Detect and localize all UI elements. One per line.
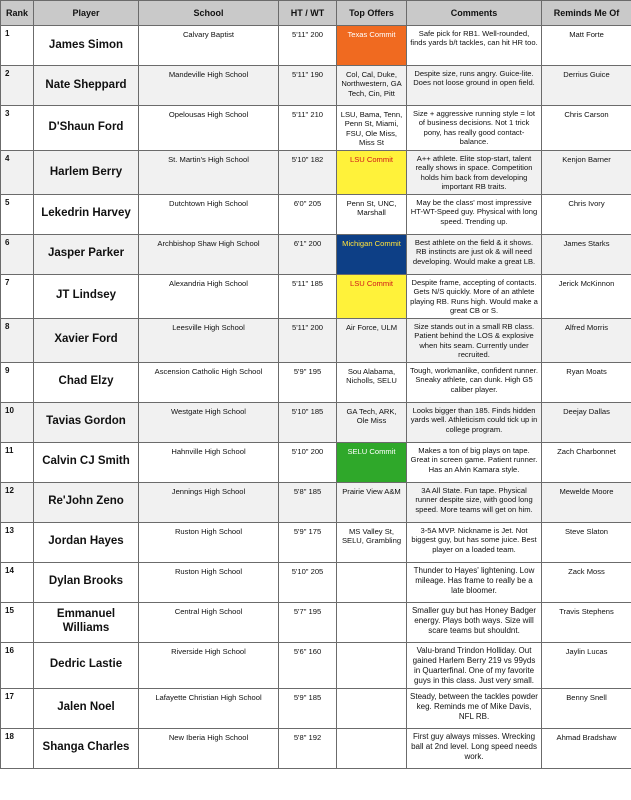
reminds-me-of: Zach Charbonnet xyxy=(542,442,631,482)
school-name: Jennings High School xyxy=(139,482,279,522)
top-offers: GA Tech, ARK, Ole Miss xyxy=(337,402,407,442)
player-name: Dedric Lastie xyxy=(34,642,139,688)
rank-cell: 3 xyxy=(1,106,34,151)
comments-cell: A++ athlete. Elite stop-start, talent really shows in space. Competition holds him back from developing important RB traits. xyxy=(407,150,542,194)
comments-cell: First guy always misses. Wrecking ball at 2nd level. Long speed needs work. xyxy=(407,728,542,768)
table-row xyxy=(1,482,631,522)
reminds-me-of: Deejay Dallas xyxy=(542,402,631,442)
school-name: Ascension Catholic High School xyxy=(139,362,279,402)
top-offers: LSU, Bama, Tenn, Penn St, Miami, FSU, Ole Miss, Miss St xyxy=(337,106,407,151)
player-name: Jalen Noel xyxy=(34,688,139,728)
height-weight: 5'9" 195 xyxy=(279,362,337,402)
height-weight: 5'11" 190 xyxy=(279,66,337,106)
rank-cell: 14 xyxy=(1,562,34,602)
top-offers: Sou Alabama, Nicholls, SELU xyxy=(337,362,407,402)
reminds-me-of: James Starks xyxy=(542,234,631,274)
table-row xyxy=(1,602,631,642)
table-row xyxy=(1,150,631,194)
player-name: Chad Elzy xyxy=(34,362,139,402)
school-name: Alexandria High School xyxy=(139,274,279,318)
player-name: Shanga Charles xyxy=(34,728,139,768)
comments-cell: Steady, between the tackles powder keg. Reminds me of Mike Davis, NFL RB. xyxy=(407,688,542,728)
height-weight: 5'8" 192 xyxy=(279,728,337,768)
rank-cell: 11 xyxy=(1,442,34,482)
school-name: Leesville High School xyxy=(139,318,279,362)
reminds-me-of: Chris Ivory xyxy=(542,194,631,234)
player-name: Re'John Zeno xyxy=(34,482,139,522)
school-name: Central High School xyxy=(139,602,279,642)
player-name: JT Lindsey xyxy=(34,274,139,318)
table-row xyxy=(1,26,631,66)
table-row xyxy=(1,234,631,274)
comments-cell: Size + aggressive running style = lot of business decisions. Not 1 trick pony, has really good contact-balance. xyxy=(407,106,542,151)
table-row xyxy=(1,318,631,362)
comments-cell: Size stands out in a small RB class. Patient behind the LOS & explosive when hits seam. Currently under recruited. xyxy=(407,318,542,362)
reminds-me-of: Zack Moss xyxy=(542,562,631,602)
table-row xyxy=(1,274,631,318)
reminds-me-of: Chris Carson xyxy=(542,106,631,151)
player-name: Harlem Berry xyxy=(34,150,139,194)
rank-cell: 2 xyxy=(1,66,34,106)
school-name: Ruston High School xyxy=(139,522,279,562)
height-weight: 5'11" 210 xyxy=(279,106,337,151)
commit-badge: Michigan Commit xyxy=(337,234,407,274)
comments-cell: Despite size, runs angry. Guice-lite. Does not loose ground in open field. xyxy=(407,66,542,106)
reminds-me-of: Kenjon Barner xyxy=(542,150,631,194)
height-weight: 5'10" 182 xyxy=(279,150,337,194)
reminds-me-of: Steve Slaton xyxy=(542,522,631,562)
height-weight: 5'10" 185 xyxy=(279,402,337,442)
reminds-me-of: Mewelde Moore xyxy=(542,482,631,522)
reminds-me-of: Jaylin Lucas xyxy=(542,642,631,688)
top-offers xyxy=(337,728,407,768)
header-offers: Top Offers xyxy=(337,1,407,26)
comments-cell: Thunder to Hayes' lightening. Low mileage. Has frame to really be a late bloomer. xyxy=(407,562,542,602)
table-row xyxy=(1,66,631,106)
top-offers xyxy=(337,562,407,602)
player-name: Tavias Gordon xyxy=(34,402,139,442)
rank-cell: 1 xyxy=(1,26,34,66)
top-offers: Prairie View A&M xyxy=(337,482,407,522)
rank-cell: 6 xyxy=(1,234,34,274)
rank-cell: 17 xyxy=(1,688,34,728)
table-row xyxy=(1,402,631,442)
player-name: Lekedrin Harvey xyxy=(34,194,139,234)
top-offers: Penn St, UNC, Marshall xyxy=(337,194,407,234)
comments-cell: Despite frame, accepting of contacts. Gets N/S quickly. More of an athlete playing RB. Runs high. Would make a great CB or S. xyxy=(407,274,542,318)
player-name: Xavier Ford xyxy=(34,318,139,362)
comments-cell: Valu-brand Trindon Holliday. Out gained Harlem Berry 219 vs 99yds in Quarterfinal. One of my favorite guys in this class. Just very small. xyxy=(407,642,542,688)
school-name: Mandeville High School xyxy=(139,66,279,106)
school-name: Lafayette Christian High School xyxy=(139,688,279,728)
comments-cell: Best athlete on the field & it shows. RB instincts are just ok & will need developing. Would make a great LB. xyxy=(407,234,542,274)
school-name: Calvary Baptist xyxy=(139,26,279,66)
top-offers xyxy=(337,688,407,728)
table-row xyxy=(1,562,631,602)
comments-cell: Tough, workmanlike, confident runner. Sneaky athlete, can dunk. High G5 caliber player. xyxy=(407,362,542,402)
school-name: St. Martin's High School xyxy=(139,150,279,194)
school-name: Hahnville High School xyxy=(139,442,279,482)
school-name: New Iberia High School xyxy=(139,728,279,768)
comments-cell: Safe pick for RB1. Well-rounded, finds yards b/t tackles, can hit HR too. xyxy=(407,26,542,66)
school-name: Westgate High School xyxy=(139,402,279,442)
header-rank: Rank xyxy=(1,1,34,26)
table-body xyxy=(1,26,631,769)
school-name: Opelousas High School xyxy=(139,106,279,151)
height-weight: 5'9" 185 xyxy=(279,688,337,728)
rank-cell: 10 xyxy=(1,402,34,442)
height-weight: 5'9" 175 xyxy=(279,522,337,562)
rank-cell: 7 xyxy=(1,274,34,318)
player-name: James Simon xyxy=(34,26,139,66)
rank-cell: 16 xyxy=(1,642,34,688)
height-weight: 5'11" 200 xyxy=(279,318,337,362)
rank-cell: 5 xyxy=(1,194,34,234)
rank-cell: 13 xyxy=(1,522,34,562)
comments-cell: May be the class' most impressive HT-WT-Speed guy. Physical with long speed. Trending up. xyxy=(407,194,542,234)
header-player: Player xyxy=(34,1,139,26)
comments-cell: Looks bigger than 185. Finds hidden yards well. Athleticism could tick up in college program. xyxy=(407,402,542,442)
rank-cell: 4 xyxy=(1,150,34,194)
school-name: Dutchtown High School xyxy=(139,194,279,234)
rank-cell: 9 xyxy=(1,362,34,402)
player-name: Dylan Brooks xyxy=(34,562,139,602)
player-name: Calvin CJ Smith xyxy=(34,442,139,482)
top-offers xyxy=(337,602,407,642)
commit-badge: Texas Commit xyxy=(337,26,407,66)
table-row xyxy=(1,106,631,151)
table-row xyxy=(1,442,631,482)
school-name: Ruston High School xyxy=(139,562,279,602)
comments-cell: Makes a ton of big plays on tape. Great in screen game. Patient runner. Has an Alvin Kamara style. xyxy=(407,442,542,482)
player-name: Jordan Hayes xyxy=(34,522,139,562)
height-weight: 5'10" 200 xyxy=(279,442,337,482)
reminds-me-of: Derrius Guice xyxy=(542,66,631,106)
commit-badge: LSU Commit xyxy=(337,150,407,194)
header-reminds: Reminds Me Of xyxy=(542,1,631,26)
player-name: Emmanuel Williams xyxy=(34,602,139,642)
height-weight: 6'1" 200 xyxy=(279,234,337,274)
comments-cell: 3A All State. Fun tape. Physical runner despite size, with good long speed. More teams will get on him. xyxy=(407,482,542,522)
height-weight: 5'11" 200 xyxy=(279,26,337,66)
header-row xyxy=(1,1,631,26)
header-htwt: HT / WT xyxy=(279,1,337,26)
player-name: D'Shaun Ford xyxy=(34,106,139,151)
reminds-me-of: Ahmad Bradshaw xyxy=(542,728,631,768)
rank-cell: 12 xyxy=(1,482,34,522)
top-offers xyxy=(337,642,407,688)
height-weight: 6'0" 205 xyxy=(279,194,337,234)
top-offers: Col, Cal, Duke, Northwestern, GA Tech, Cin, Pitt xyxy=(337,66,407,106)
height-weight: 5'8" 185 xyxy=(279,482,337,522)
player-name: Jasper Parker xyxy=(34,234,139,274)
reminds-me-of: Jerick McKinnon xyxy=(542,274,631,318)
table-row xyxy=(1,362,631,402)
commit-badge: LSU Commit xyxy=(337,274,407,318)
height-weight: 5'6" 160 xyxy=(279,642,337,688)
comments-cell: Smaller guy but has Honey Badger energy. Plays both ways. Size will scare teams but shouldnt. xyxy=(407,602,542,642)
commit-badge: SELU Commit xyxy=(337,442,407,482)
header-comments: Comments xyxy=(407,1,542,26)
rank-cell: 15 xyxy=(1,602,34,642)
reminds-me-of: Ryan Moats xyxy=(542,362,631,402)
table-row xyxy=(1,642,631,688)
header-school: School xyxy=(139,1,279,26)
player-name: Nate Sheppard xyxy=(34,66,139,106)
top-offers: MS Valley St, SELU, Grambling xyxy=(337,522,407,562)
rank-cell: 8 xyxy=(1,318,34,362)
reminds-me-of: Benny Snell xyxy=(542,688,631,728)
school-name: Riverside High School xyxy=(139,642,279,688)
reminds-me-of: Alfred Morris xyxy=(542,318,631,362)
comments-cell: 3-5A MVP. Nickname is Jet. Not biggest guy, but has some juice. Best player on a loaded team. xyxy=(407,522,542,562)
top-offers: Air Force, ULM xyxy=(337,318,407,362)
height-weight: 5'11" 185 xyxy=(279,274,337,318)
table-row xyxy=(1,688,631,728)
table-row xyxy=(1,728,631,768)
rank-cell: 18 xyxy=(1,728,34,768)
reminds-me-of: Matt Forte xyxy=(542,26,631,66)
table-row xyxy=(1,194,631,234)
height-weight: 5'7" 195 xyxy=(279,602,337,642)
reminds-me-of: Travis Stephens xyxy=(542,602,631,642)
school-name: Archbishop Shaw High School xyxy=(139,234,279,274)
table-row xyxy=(1,522,631,562)
height-weight: 5'10" 205 xyxy=(279,562,337,602)
